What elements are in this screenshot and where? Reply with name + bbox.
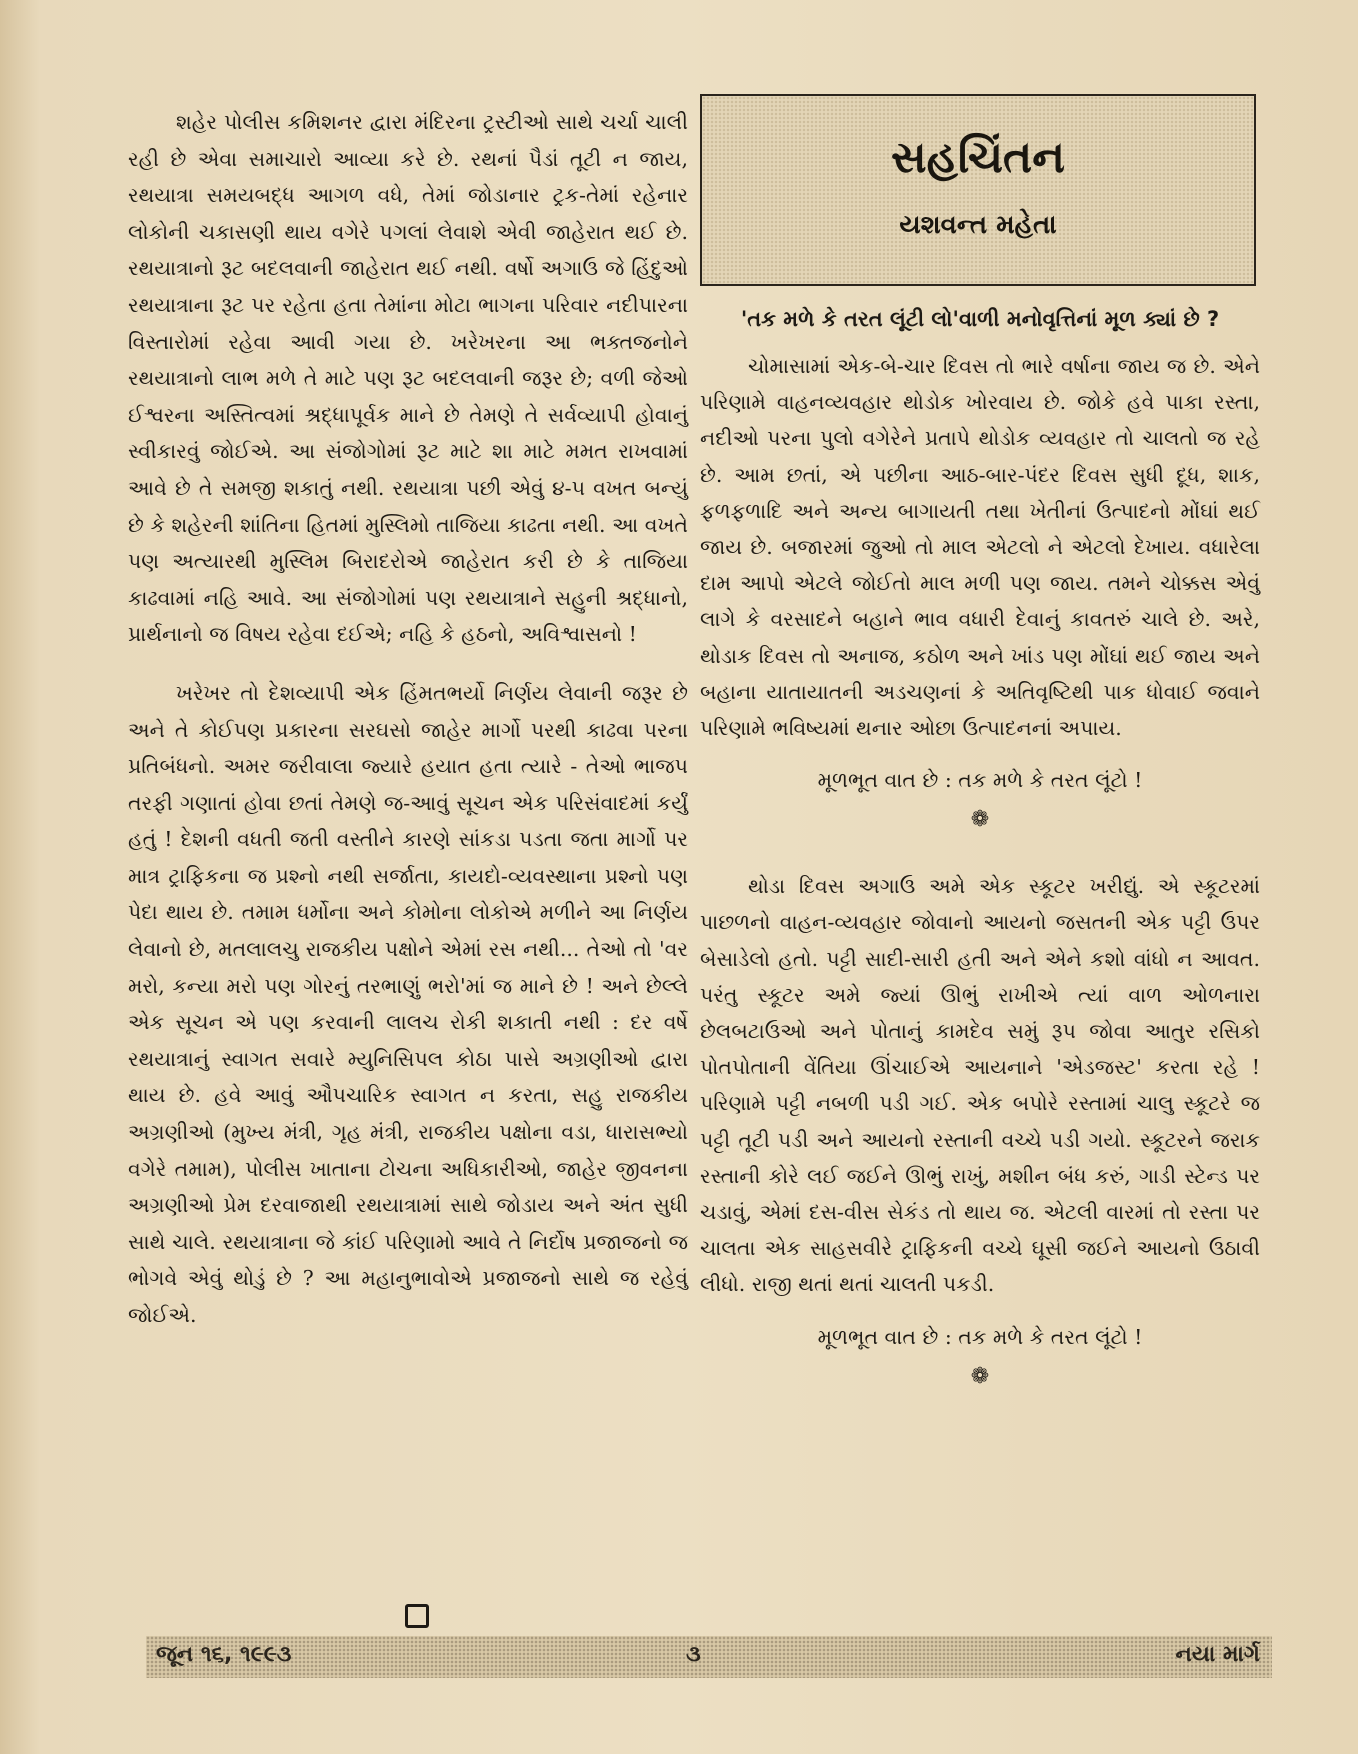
left-paragraph-2: ખરેખર તો દેશવ્યાપી એક હિંમતભર્યો નિર્ણય લેવાની જરૂર છે અને તે કોઈપણ પ્રકારના સરઘસો જાહેર માર્ગો પરથી કાઢવા પરના પ્રતિબંધનો. અમર જરીવાલા જ્યારે હયાત હતા ત્યારે - તેઓ ભાજપ તરફી ગણાતાં હોવા છતાં તેમણે જ-આવું સૂચન એક પરિસંવાદમાં કર્યું હતું ! દેશની વધતી જતી વસ્તીને કારણે સાંકડા પડતા જતા માર્ગો પર માત્ર ટ્રાફિકના જ પ્રશ્નો નથી સર્જાતા, કાયદો-વ્યવસ્થાના પ્રશ્નો પણ પેદા થાય છે. તમામ ધર્મોના અને કોમોના લોકોએ મળીને આ નિર્ણય લેવાનો છે, મતલાલચુ રાજકીય પક્ષોને એમાં રસ નથી... તેઓ તો 'વર મરો, કન્યા મરો પણ ગોરનું તરભાણું ભરો'માં જ માને છે ! અને છેલ્લે એક સૂચન એ પણ કરવાની લાલચ રોકી શકાતી નથી : દર વર્ષે રથયાત્રાનું સ્વાગત સવારે મ્યુનિસિપલ કોઠા પાસે અગ્રણીઓ દ્વારા થાય છે. હવે આવું ઔપચારિક સ્વાગત ન કરતા, સહુ રાજકીય અગ્રણીઓ (મુખ્ય મંત્રી, ગૃહ મંત્રી, રાજકીય પક્ષોના વડા, ધારાસભ્યો વગેરે તમામ), પોલીસ ખાતાના ટોચના અધિકારીઓ, જાહેર જીવનના અગ્રણીઓ પ્રેમ દરવાજાથી રથયાત્રામાં સાથે જોડાય અને અંત સુધી સાથે ચાલે. રથયાત્રાના જે કાંઈ પરિણામો આવે તે નિર્દોષ પ્રજાજનો જ ભોગવે એવું થોડું છે ? આ મહાનુભાવોએ પ્રજાજનો સાથે જ રહેવું જોઈએ. bbox=[128, 680, 688, 1327]
left-column bbox=[128, 104, 688, 1356]
article-title: 'તક મળે કે તરત લૂંટી લો'વાળી મનોવૃત્તિનાં મૂળ ક્યાં છે ? bbox=[740, 307, 1220, 331]
page-number: ૩ bbox=[686, 1642, 701, 1667]
right-column bbox=[700, 94, 1260, 1425]
column-title: સહચિંતન bbox=[890, 132, 1066, 183]
left-paragraph-1: શહેર પોલીસ કમિશનર દ્વારા મંદિરના ટ્રસ્ટીઓ સાથે ચર્ચા ચાલી રહી છે એવા સમાચારો આવ્યા કરે છે. રથનાં પૈડાં તૂટી ન જાય, રથયાત્રા સમયબદ્ધ આગળ વધે, તેમાં જોડાનાર ટ્રક-તેમાં રહેનાર લોકોની ચકાસણી થાય વગેરે પગલાં લેવાશે એવી જાહેરાત થઈ છે. રથયાત્રાનો રૂટ બદલવાની જાહેરાત થઈ નથી. વર્ષો અગાઉ જે હિંદુઓ રથયાત્રાના રૂટ પર રહેતા હતા તેમાંના મોટા ભાગના પરિવાર નદીપારના વિસ્તારોમાં રહેવા આવી ગયા છે. ખરેખરના આ ભક્તજનોને રથયાત્રાનો લાભ મળે તે માટે પણ રૂટ બદલવાની જરૂર છે; વળી જેઓ ઈશ્વરના અસ્તિત્વમાં શ્રદ્ધાપૂર્વક માને છે તેમણે તે સર્વવ્યાપી હોવાનું સ્વીકારવું જોઈએ. આ સંજોગોમાં રૂટ માટે શા માટે મમત રાખવામાં આવે છે તે સમજી શકાતું નથી. રથયાત્રા પછી એવું ૪-૫ વખત બન્યું છે કે શહેરની શાંતિના હિતમાં મુસ્લિમો તાજિયા કાઢતા નથી. આ વખતે પણ અત્યારથી મુસ્લિમ બિરાદરોએ જાહેરાત કરી છે કે તાજિયા કાઢવામાં નહિ આવે. આ સંજોગોમાં પણ રથયાત્રાને સહુની શ્રદ્ધાનો, પ્રાર્થનાનો જ વિષય રહેવા દઈએ; નહિ કે હઠનો, અવિશ્વાસનો ! bbox=[128, 110, 688, 647]
flower-ornament-icon: ❁ bbox=[970, 807, 990, 833]
end-of-article-square-icon bbox=[405, 1604, 429, 1628]
page-footer bbox=[146, 1636, 1272, 1678]
moral-line-2: મૂળભૂત વાત છે : તક મળે કે તરત લૂંટો ! bbox=[817, 1324, 1143, 1349]
column-header-box bbox=[700, 94, 1256, 286]
column-author: યશવન્ત મહેતા bbox=[899, 210, 1057, 240]
moral-line-1: મૂળભૂત વાત છે : તક મળે કે તરત લૂંટો ! bbox=[817, 768, 1143, 793]
right-paragraph-2: થોડા દિવસ અગાઉ અમે એક સ્કૂટર ખરીદ્યું. એ સ્કૂટરમાં પાછળનો વાહન-વ્યવહાર જોવાનો આયનો જસતની એક પટ્ટી ઉપર બેસાડેલો હતો. પટ્ટી સાદી-સારી હતી અને એને કશો વાંધો ન આવત. પરંતુ સ્કૂટર અમે જ્યાં ઊભું રાખીએ ત્યાં વાળ ઓળનારા છેલબટાઉઓ અને પોતાનું કામદેવ સમું રૂપ જોવા આતુર રસિકો પોતપોતાની વેંતિયા ઊંચાઈએ આયનાને 'એડજસ્ટ' કરતા રહે ! પરિણામે પટ્ટી નબળી પડી ગઈ. એક બપોરે રસ્તામાં ચાલુ સ્કૂટરે જ પટ્ટી તૂટી પડી અને આયનો રસ્તાની વચ્ચે પડી ગયો. સ્કૂટરને જરાક રસ્તાની કોરે લઈ જઈને ઊભું રાખું, મશીન બંધ કરું, ગાડી સ્ટેન્ડ પર ચડાવું, એમાં દસ-વીસ સેકંડ તો થાય જ. એટલી વારમાં તો રસ્તા પર ચાલતા એક સાહસવીરે ટ્રાફિકની વચ્ચે ઘૂસી જઈને આયનો ઉઠાવી લીધો. રાજી થતાં થતાં ચાલતી પકડી. bbox=[700, 874, 1260, 1297]
magazine-name: નયા માર્ગ bbox=[1175, 1642, 1260, 1667]
right-paragraph-1: ચોમાસામાં એક-બે-ચાર દિવસ તો ભારે વર્ષાના જાય જ છે. એને પરિણામે વાહનવ્યવહાર થોડોક ખોરવાય છે. જોકે હવે પાકા રસ્તા, નદીઓ પરના પુલો વગેરેને પ્રતાપે થોડોક વ્યવહાર તો ચાલતો જ રહે છે. આમ છતાં, એ પછીના આઠ-બાર-પંદર દિવસ સુધી દૂધ, શાક, ફળફળાદિ અને અન્ય બાગાયતી તથા ખેતીનાં ઉત્પાદનો મોંઘાં થઈ જાય છે. બજારમાં જુઓ તો માલ એટલો ને એટલો દેખાય. વધારેલા દામ આપો એટલે જોઈતો માલ મળી પણ જાય. તમને ચોક્કસ એવું લાગે કે વરસાદને બહાને ભાવ વધારી દેવાનું કાવતરું ચાલે છે. અરે, થોડાક દિવસ તો અનાજ, કઠોળ અને ખાંડ પણ મોંઘાં થઈ જાય અને બહાના યાતાયાતની અડચણનાં કે અતિવૃષ્ટિથી પાક ધોવાઈ જવાને પરિણામે ભવિષ્યમાં થનાર ઓછા ઉત્પાદનનાં અપાય. bbox=[700, 354, 1260, 741]
footer-date: જૂન ૧૬, ૧૯૯૩ bbox=[156, 1642, 292, 1667]
flower-ornament-icon-2: ❁ bbox=[970, 1363, 990, 1389]
